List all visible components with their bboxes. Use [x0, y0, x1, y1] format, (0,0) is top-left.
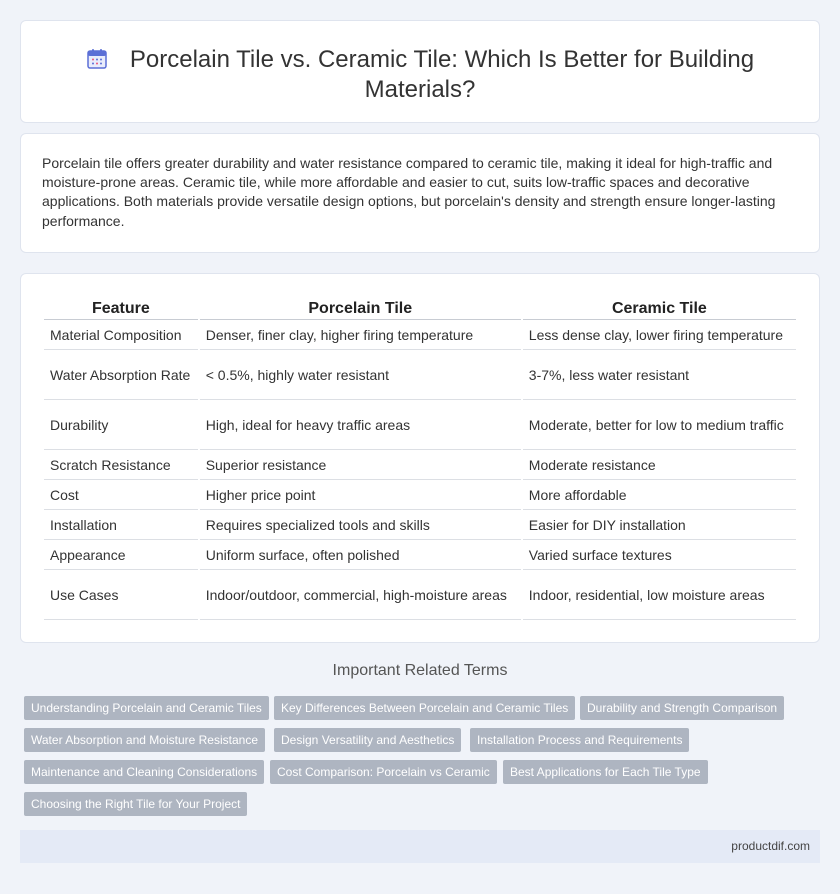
ceramic-cell: Indoor, residential, low moisture areas	[523, 570, 796, 620]
porcelain-cell: Higher price point	[200, 480, 521, 510]
porcelain-cell: High, ideal for heavy traffic areas	[200, 400, 521, 450]
related-term-tag[interactable]: Design Versatility and Aesthetics	[274, 728, 461, 752]
feature-cell: Durability	[44, 400, 198, 450]
related-term-tag[interactable]: Choosing the Right Tile for Your Project	[24, 792, 247, 816]
table-header-row	[44, 294, 796, 320]
comparison-table	[42, 294, 798, 620]
table-row	[44, 400, 796, 450]
porcelain-cell: Denser, finer clay, higher firing temperature	[200, 320, 521, 350]
column-header-ceramic: Ceramic Tile	[523, 294, 796, 320]
feature-cell: Material Composition	[44, 320, 198, 350]
ceramic-cell: Easier for DIY installation	[523, 510, 796, 540]
feature-cell: Cost	[44, 480, 198, 510]
related-term-tag[interactable]: Water Absorption and Moisture Resistance	[24, 728, 265, 752]
table-row	[44, 320, 796, 350]
related-term-tag[interactable]: Best Applications for Each Tile Type	[503, 760, 708, 784]
feature-cell: Appearance	[44, 540, 198, 570]
porcelain-cell: Requires specialized tools and skills	[200, 510, 521, 540]
table-row	[44, 540, 796, 570]
footer	[20, 830, 820, 863]
intro-card	[20, 133, 820, 253]
related-term-tag[interactable]: Durability and Strength Comparison	[580, 696, 784, 720]
ceramic-cell: Moderate, better for low to medium traffic	[523, 400, 796, 450]
feature-cell: Installation	[44, 510, 198, 540]
related-terms-heading: Important Related Terms	[332, 662, 508, 679]
table-row	[44, 350, 796, 400]
column-header-feature: Feature	[44, 294, 198, 320]
related-term-tag[interactable]: Maintenance and Cleaning Considerations	[24, 760, 264, 784]
table-row	[44, 510, 796, 540]
page-title-wrap	[21, 45, 819, 105]
feature-cell: Water Absorption Rate	[44, 350, 198, 400]
ceramic-cell: Varied surface textures	[523, 540, 796, 570]
related-term-tag[interactable]: Cost Comparison: Porcelain vs Ceramic	[270, 760, 497, 784]
table-row	[44, 480, 796, 510]
calendar-icon	[86, 48, 108, 70]
ceramic-cell: Less dense clay, lower firing temperature	[523, 320, 796, 350]
feature-cell: Use Cases	[44, 570, 198, 620]
table-row	[44, 450, 796, 480]
ceramic-cell: More affordable	[523, 480, 796, 510]
column-header-porcelain: Porcelain Tile	[200, 294, 521, 320]
intro-paragraph: Porcelain tile offers greater durability and water resistance compared to ceramic tile, making it ideal for high-traffic and moisture-prone areas. Ceramic tile, while more affordable and easier to cut, suits low-traffic spaces and decorative applications. Both materials provide versatile design options, but porcelain's density and strength ensure longer-lasting performance.	[42, 155, 776, 229]
ceramic-cell: 3-7%, less water resistant	[523, 350, 796, 400]
page-title: Porcelain Tile vs. Ceramic Tile: Which Is Better for Building Materials?	[129, 46, 755, 103]
porcelain-cell: Superior resistance	[200, 450, 521, 480]
related-term-tag[interactable]: Key Differences Between Porcelain and Ceramic Tiles	[274, 696, 575, 720]
porcelain-cell: Indoor/outdoor, commercial, high-moisture areas	[200, 570, 521, 620]
table-row	[44, 570, 796, 620]
feature-cell: Scratch Resistance	[44, 450, 198, 480]
related-term-tag[interactable]: Installation Process and Requirements	[470, 728, 689, 752]
ceramic-cell: Moderate resistance	[523, 450, 796, 480]
related-term-tag[interactable]: Understanding Porcelain and Ceramic Tiles	[24, 696, 269, 720]
comparison-card	[20, 273, 820, 643]
title-card	[20, 20, 820, 123]
footer-site-name[interactable]: productdif.com	[731, 839, 810, 853]
porcelain-cell: Uniform surface, often polished	[200, 540, 521, 570]
porcelain-cell: < 0.5%, highly water resistant	[200, 350, 521, 400]
